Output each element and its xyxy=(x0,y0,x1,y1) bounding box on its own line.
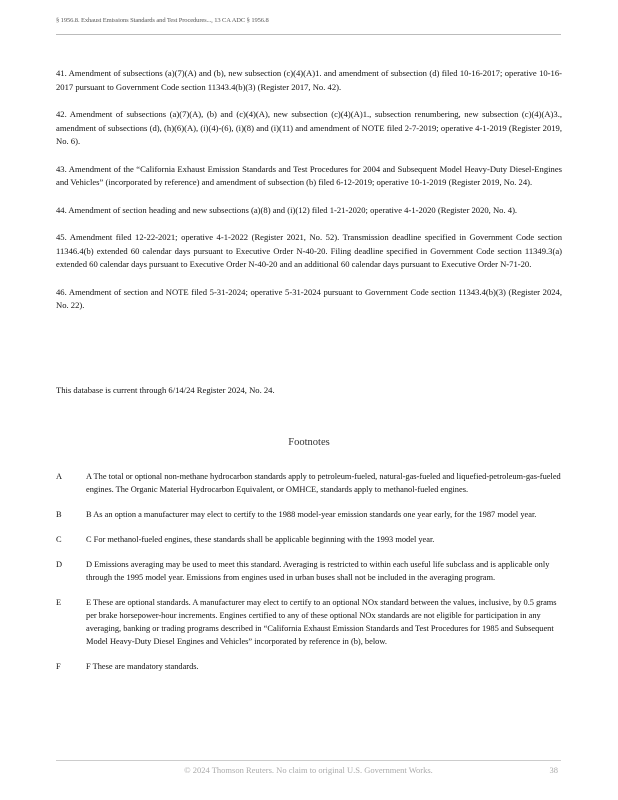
footnote-text: E These are optional standards. A manufacturer may elect to certify to an optional NOx standard between the values, inclusive, by 0.5 grams per brake horsepower-hour increments. Engines certified to any of these optional NOx standards are not eligible for participation in any averaging, banking or trading programs described in “California Exhaust Emission Standards and Test Procedures for 1985 and Subsequent Model Heavy-Duty Diesel Engines and Vehicles” incorporated by reference in (b), below. xyxy=(86,598,557,646)
footnote-marker: F xyxy=(56,662,61,671)
history-item-43: 43. Amendment of the “California Exhaust Emission Standards and Test Procedures for 2004 and Subsequent Model Heavy-Duty Diesel-Engines and Vehicles” (incorporated by reference) and amendment of subsection (b) filed 6-12-2019; operative 10-1-2019 (Register 2019, No. 24). xyxy=(56,163,562,187)
running-header: § 1956.8. Exhaust Emissions Standards and Test Procedures..., 13 CA ADC § 1956.8 xyxy=(56,17,269,24)
footnotes-heading: Footnotes xyxy=(288,437,330,448)
page-number: 38 xyxy=(549,765,558,775)
history-item-46: 46. Amendment of section and NOTE filed 5-31-2024; operative 5-31-2024 pursuant to Government Code section 11343.4(b)(3) (Register 2024, No. 22). xyxy=(56,286,562,310)
footnote-f xyxy=(56,660,566,673)
footnotes-list xyxy=(56,470,566,685)
footnote-marker: A xyxy=(56,472,63,481)
history-item-41: 41. Amendment of subsections (a)(7)(A) and (b), new subsection (c)(4)(A)1. and amendment of subsection (d) filed 10-16-2017; operative 10-16-2017 pursuant to Government Code section 11343.4(b)(3) (Register 2017, No. 42). xyxy=(56,68,562,92)
footnote-marker: B xyxy=(56,510,62,519)
history-item-42: 42. Amendment of subsections (a)(7)(A), (b) and (c)(4)(A), new subsection (c)(4)(A)1., subsection renumbering, new subsection (c)(4)(A)3., amendment of subsections (d), (h)(6)(A), (i)(4)-(6), (i)(8) and (i)(11) and amendment of NOTE filed 2-7-2019; operative 4-1-2019 (Register 2019, No. 6). xyxy=(56,109,562,146)
footnote-a xyxy=(56,470,566,496)
footnote-text: F These are mandatory standards. xyxy=(86,662,199,671)
copyright-footer: © 2024 Thomson Reuters. No claim to original U.S. Government Works. xyxy=(184,765,433,775)
header-divider xyxy=(56,34,561,35)
history-item-44: 44. Amendment of section heading and new subsections (a)(8) and (i)(12) filed 1-21-2020; operative 4-1-2020 (Register 2020, No. 4). xyxy=(56,204,518,215)
footnote-text: C For methanol-fueled engines, these standards shall be applicable beginning with the 1993 model year. xyxy=(86,535,435,544)
footnote-e xyxy=(56,596,566,648)
footnote-marker: C xyxy=(56,535,62,544)
footnote-text: B As an option a manufacturer may elect to certify to the 1988 model-year emission standards one year early, for the 1987 model year. xyxy=(86,510,537,519)
footnote-marker: E xyxy=(56,598,62,607)
footnote-text: D Emissions averaging may be used to meet this standard. Averaging is restricted to within each useful life subclass and is applicable only through the 1995 model year. Emissions from engines used in urban buses shall not be included in the averaging program. xyxy=(86,560,550,582)
history-notes xyxy=(56,67,562,327)
history-item-45: 45. Amendment filed 12-22-2021; operative 4-1-2022 (Register 2021, No. 52). Transmission deadline specified in Government Code section 11346.4(b) extended 60 calendar days pursuant to Executive Order N-40-20. Filing deadline specified in Government Code section 11349.3(a) extended 60 calendar days pursuant to Executive Order N-40-20 and an additional 60 calendar days pursuant to Executive Order N-71-20. xyxy=(56,232,562,269)
footnote-c xyxy=(56,533,566,546)
database-currency-note: This database is current through 6/14/24 Register 2024, No. 24. xyxy=(56,385,275,395)
footer-divider xyxy=(56,760,561,761)
footnote-marker: D xyxy=(56,560,63,569)
footnote-b xyxy=(56,508,566,521)
footnote-d xyxy=(56,558,566,584)
footnote-text: A The total or optional non-methane hydrocarbon standards apply to petroleum-fueled, natural-gas-fueled and liquefied-petroleum-gas-fueled engines. The Organic Material Hydrocarbon Equivalent, or OMHCE, standards apply to methanol-fueled engines. xyxy=(86,472,561,494)
